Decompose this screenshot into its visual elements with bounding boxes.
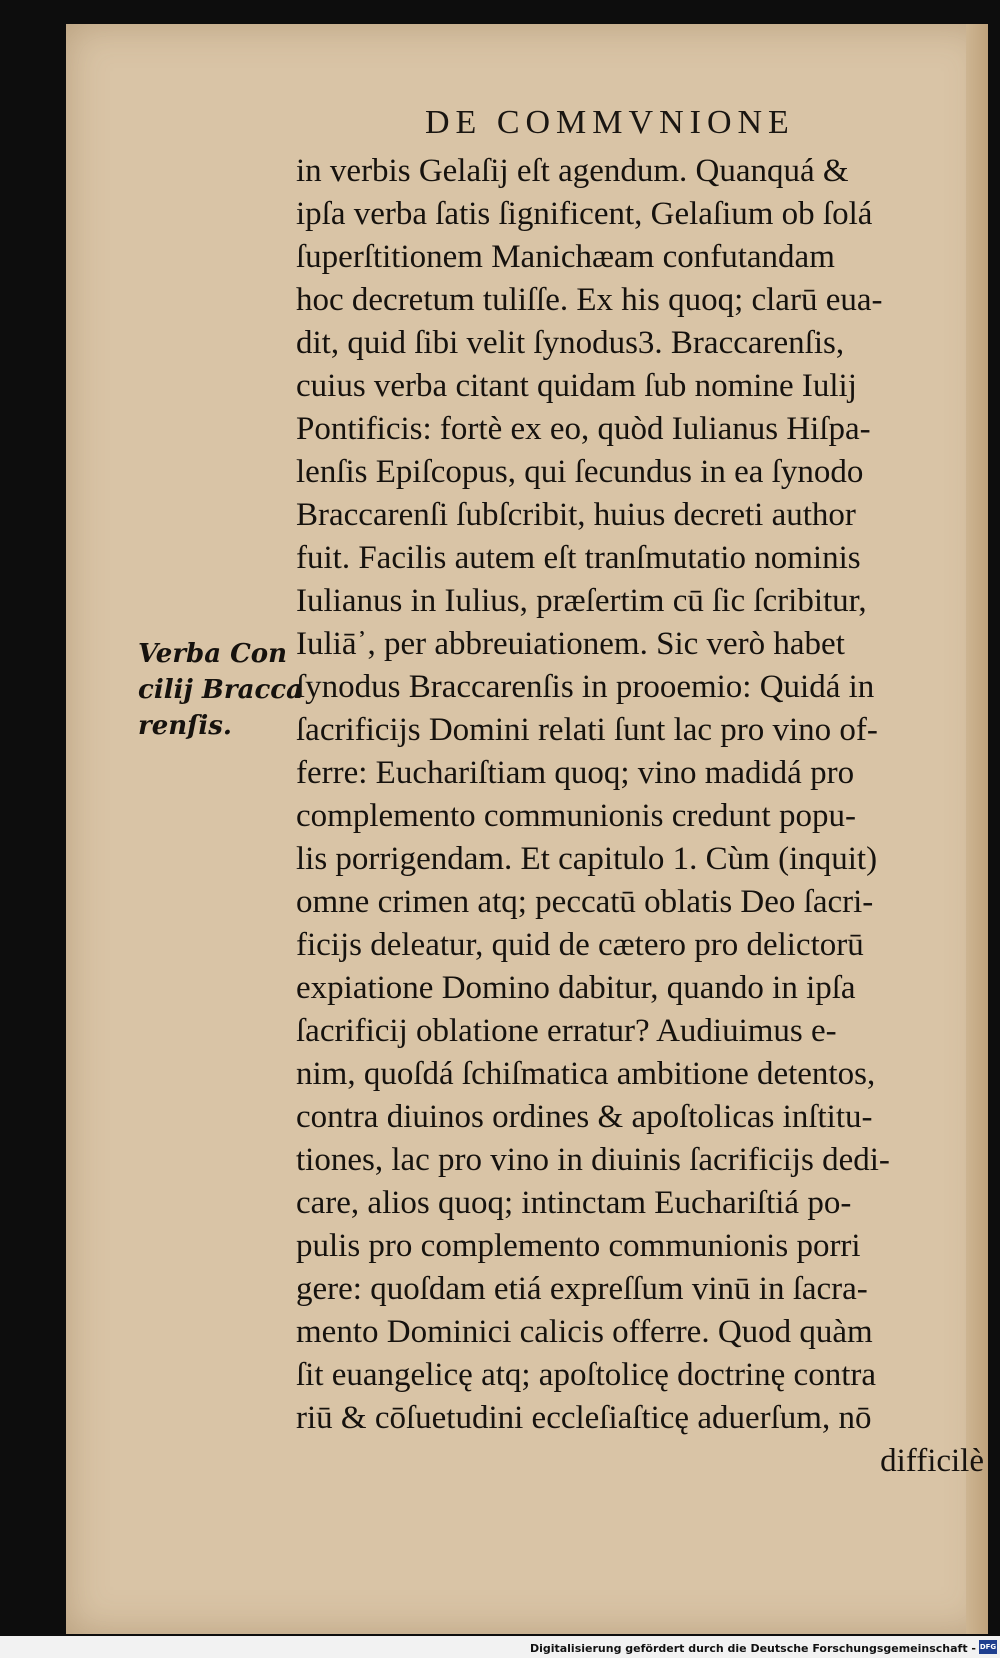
- body-text: [296, 150, 996, 1483]
- text-line: ſuperſtitionem Manichæam confutandam: [296, 239, 835, 275]
- text-line: in verbis Gelaſij eſt agendum. Quanquá &: [296, 153, 849, 189]
- text-line: ſacrificijs Domini relati ſunt lac pro vino of-: [296, 712, 878, 748]
- text-line: Iuliā᾽, per abbreuiationem. Sic verò habet: [296, 626, 845, 662]
- text-line: lenſis Epiſcopus, qui ſecundus in ea ſynodo: [296, 454, 864, 490]
- footer-bar: [0, 1636, 1000, 1658]
- catchword: difficilè: [880, 1443, 984, 1479]
- text-line: ſit euangelicę atq; apoſtolicę doctrinę contra: [296, 1357, 876, 1393]
- text-line: dit, quid ſibi velit ſynodus3. Braccarenſis,: [296, 325, 845, 361]
- text-line: ficijs deleatur, quid de cætero pro delictorū: [296, 927, 864, 963]
- dfg-logo-icon: DFG: [979, 1640, 997, 1654]
- text-line: hoc decretum tuliſſe. Ex his quoq; clarū eua-: [296, 282, 883, 318]
- text-line: pulis pro complemento communionis porri: [296, 1228, 861, 1264]
- text-line: riū & cōſuetudini eccleſiaſticę aduerſum, nō: [296, 1400, 872, 1436]
- marginal-note-line: cilij Bracca: [138, 675, 303, 705]
- running-head: DE COMMVNIONE: [425, 104, 795, 141]
- marginal-note-line: renſis.: [138, 711, 232, 741]
- text-line: omne crimen atq; peccatū oblatis Deo ſacri-: [296, 884, 874, 920]
- text-line: expiatione Domino dabitur, quando in ipſa: [296, 970, 856, 1006]
- text-line: care, alios quoq; intinctam Euchariſtiá po-: [296, 1185, 852, 1221]
- text-line: ſacrificij oblatione erratur? Audiuimus e-: [296, 1013, 837, 1049]
- text-line: Braccarenſi ſubſcribit, huius decreti author: [296, 497, 856, 533]
- text-line: gere: quoſdam etiá expreſſum vinū in ſacra-: [296, 1271, 868, 1307]
- text-line: ferre: Euchariſtiam quoq; vino madidá pro: [296, 755, 855, 791]
- text-line: lis porrigendam. Et capitulo 1. Cùm (inquit): [296, 841, 878, 877]
- marginal-note: [138, 636, 303, 744]
- text-line: fuit. Facilis autem eſt tranſmutatio nominis: [296, 540, 861, 576]
- marginal-note-line: Verba Con: [138, 639, 288, 669]
- text-line: cuius verba citant quidam ſub nomine Iulij: [296, 368, 857, 404]
- text-line: Pontificis: fortè ex eo, quòd Iulianus Hiſpa-: [296, 411, 871, 447]
- text-line: complemento communionis credunt popu-: [296, 798, 856, 834]
- text-line: nim, quoſdá ſchiſmatica ambitione detentos,: [296, 1056, 876, 1092]
- text-line: ſynodus Braccarenſis in prooemio: Quidá in: [296, 669, 875, 705]
- footer-credit: Digitalisierung gefördert durch die Deutsche Forschungsgemeinschaft -: [529, 1642, 976, 1655]
- text-line: tiones, lac pro vino in diuinis ſacrificijs dedi-: [296, 1142, 890, 1178]
- text-line: Iulianus in Iulius, præſertim cū ſic ſcribitur,: [296, 583, 867, 619]
- text-line: contra diuinos ordines & apoſtolicas inſtitu-: [296, 1099, 873, 1135]
- text-line: ipſa verba ſatis ſignificent, Gelaſium ob ſolá: [296, 196, 873, 232]
- text-line: mento Dominici calicis offerre. Quod quàm: [296, 1314, 873, 1350]
